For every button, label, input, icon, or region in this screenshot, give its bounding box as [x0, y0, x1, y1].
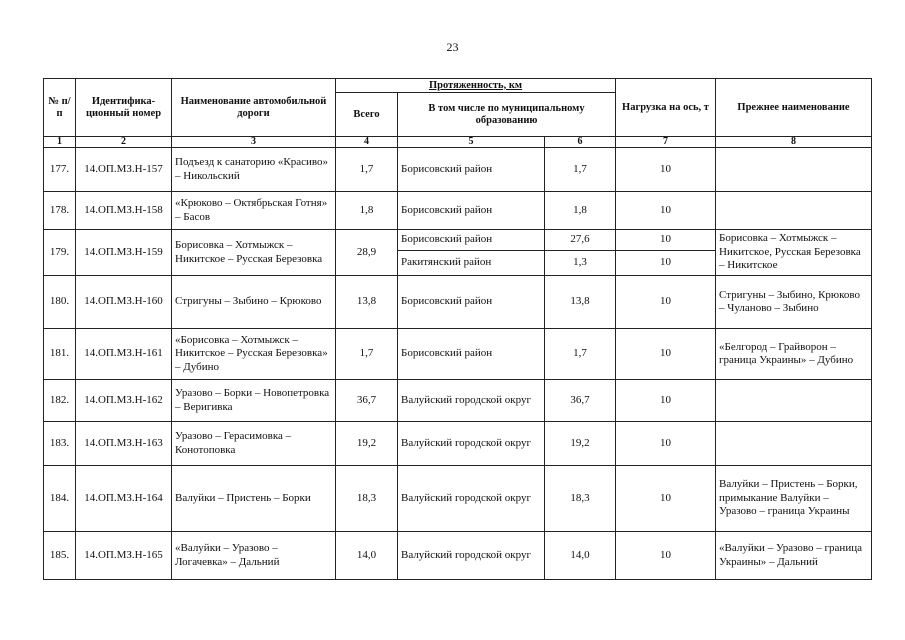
cell-former: Валуйки – Пристень – Борки, примыкание Валуйки – Уразово – граница Украины: [716, 466, 872, 532]
cell-district: Борисовский район: [398, 329, 545, 380]
cell-district: Валуйский городской округ: [398, 422, 545, 466]
cell-id: 14.ОП.МЗ.Н-160: [76, 276, 172, 329]
col-number: 5: [398, 137, 545, 148]
header-id: Идентифика-ционный номер: [76, 79, 172, 137]
cell-former: Борисовка – Хотмыжск – Никитское, Русская Березовка – Никитское: [716, 230, 872, 276]
cell-load: 10: [616, 276, 716, 329]
header-name: Наименование автомобильной дороги: [172, 79, 336, 137]
cell-num: 185.: [44, 532, 76, 580]
cell-total: 1,7: [336, 148, 398, 192]
cell-total: 28,9: [336, 230, 398, 276]
cell-total: 1,8: [336, 192, 398, 230]
cell-total: 13,8: [336, 276, 398, 329]
header-including: В том числе по муниципальному образованию: [398, 93, 616, 137]
cell-id: 14.ОП.МЗ.Н-158: [76, 192, 172, 230]
cell-id: 14.ОП.МЗ.Н-161: [76, 329, 172, 380]
col-number: 8: [716, 137, 872, 148]
cell-id: 14.ОП.МЗ.Н-164: [76, 466, 172, 532]
table-row: [44, 532, 872, 580]
cell-district: Валуйский городской округ: [398, 380, 545, 422]
cell-id: 14.ОП.МЗ.Н-165: [76, 532, 172, 580]
cell-length: 27,6: [545, 230, 616, 251]
cell-district: Валуйский городской округ: [398, 532, 545, 580]
cell-load: 10: [616, 251, 716, 276]
header-total: Всего: [336, 93, 398, 137]
cell-num: 184.: [44, 466, 76, 532]
cell-id: 14.ОП.МЗ.Н-162: [76, 380, 172, 422]
cell-length: 1,3: [545, 251, 616, 276]
cell-length: 18,3: [545, 466, 616, 532]
cell-total: 18,3: [336, 466, 398, 532]
cell-name: Подъезд к санаторию «Красиво» – Никольский: [172, 148, 336, 192]
cell-length: 19,2: [545, 422, 616, 466]
cell-name: Стригуны – Зыбино – Крюково: [172, 276, 336, 329]
table-row: [44, 422, 872, 466]
cell-length: 1,7: [545, 148, 616, 192]
col-number: 1: [44, 137, 76, 148]
column-numbers-row: [44, 137, 872, 148]
cell-num: 178.: [44, 192, 76, 230]
table-row: [44, 192, 872, 230]
cell-load: 10: [616, 532, 716, 580]
cell-name: Борисовка – Хотмыжск – Никитское – Русская Березовка: [172, 230, 336, 276]
cell-district: Борисовский район: [398, 192, 545, 230]
col-number: 6: [545, 137, 616, 148]
table-row: [44, 230, 872, 251]
cell-name: «Валуйки – Уразово – Логачевка» – Дальний: [172, 532, 336, 580]
table-row: [44, 148, 872, 192]
cell-length: 14,0: [545, 532, 616, 580]
table-row: [44, 466, 872, 532]
col-number: 7: [616, 137, 716, 148]
cell-num: 182.: [44, 380, 76, 422]
col-number: 3: [172, 137, 336, 148]
cell-district: Борисовский район: [398, 276, 545, 329]
cell-former: [716, 422, 872, 466]
cell-load: 10: [616, 192, 716, 230]
cell-district: Валуйский городской округ: [398, 466, 545, 532]
cell-num: 177.: [44, 148, 76, 192]
roads-table: [43, 78, 872, 580]
cell-name: Валуйки – Пристень – Борки: [172, 466, 336, 532]
cell-length: 36,7: [545, 380, 616, 422]
cell-former: [716, 380, 872, 422]
cell-former: Стригуны – Зыбино, Крюково – Чуланово – Зыбино: [716, 276, 872, 329]
cell-id: 14.ОП.МЗ.Н-163: [76, 422, 172, 466]
cell-former: [716, 148, 872, 192]
cell-load: 10: [616, 422, 716, 466]
page-number: 23: [446, 40, 459, 54]
cell-district: Борисовский район: [398, 148, 545, 192]
header-length-group: Протяженность, км: [336, 79, 616, 93]
cell-length: 1,8: [545, 192, 616, 230]
cell-total: 14,0: [336, 532, 398, 580]
table-row: [44, 276, 872, 329]
cell-name: Уразово – Герасимовка – Конотоповка: [172, 422, 336, 466]
cell-load: 10: [616, 466, 716, 532]
header-load: Нагрузка на ось, т: [616, 79, 716, 137]
cell-former: «Белгород – Грайворон – граница Украины» – Дубино: [716, 329, 872, 380]
cell-num: 181.: [44, 329, 76, 380]
header-former: Прежнее наименование: [716, 79, 872, 137]
cell-total: 19,2: [336, 422, 398, 466]
cell-length: 13,8: [545, 276, 616, 329]
cell-name: Уразово – Борки – Новопетровка – Веригивка: [172, 380, 336, 422]
col-number: 4: [336, 137, 398, 148]
cell-district: Ракитянский район: [398, 251, 545, 276]
cell-load: 10: [616, 148, 716, 192]
cell-total: 1,7: [336, 329, 398, 380]
table-row: [44, 329, 872, 380]
cell-id: 14.ОП.МЗ.Н-157: [76, 148, 172, 192]
cell-load: 10: [616, 329, 716, 380]
cell-district: Борисовский район: [398, 230, 545, 251]
cell-length: 1,7: [545, 329, 616, 380]
cell-name: «Крюково – Октябрьская Готня» – Басов: [172, 192, 336, 230]
cell-load: 10: [616, 380, 716, 422]
cell-former: [716, 192, 872, 230]
cell-num: 179.: [44, 230, 76, 276]
table-row: [44, 380, 872, 422]
header-num: № п/п: [44, 79, 76, 137]
cell-id: 14.ОП.МЗ.Н-159: [76, 230, 172, 276]
cell-load: 10: [616, 230, 716, 251]
cell-num: 180.: [44, 276, 76, 329]
col-number: 2: [76, 137, 172, 148]
cell-name: «Борисовка – Хотмыжск – Никитское – Русская Березовка» – Дубино: [172, 329, 336, 380]
cell-num: 183.: [44, 422, 76, 466]
cell-total: 36,7: [336, 380, 398, 422]
cell-former: «Валуйки – Уразово – граница Украины» – Дальний: [716, 532, 872, 580]
